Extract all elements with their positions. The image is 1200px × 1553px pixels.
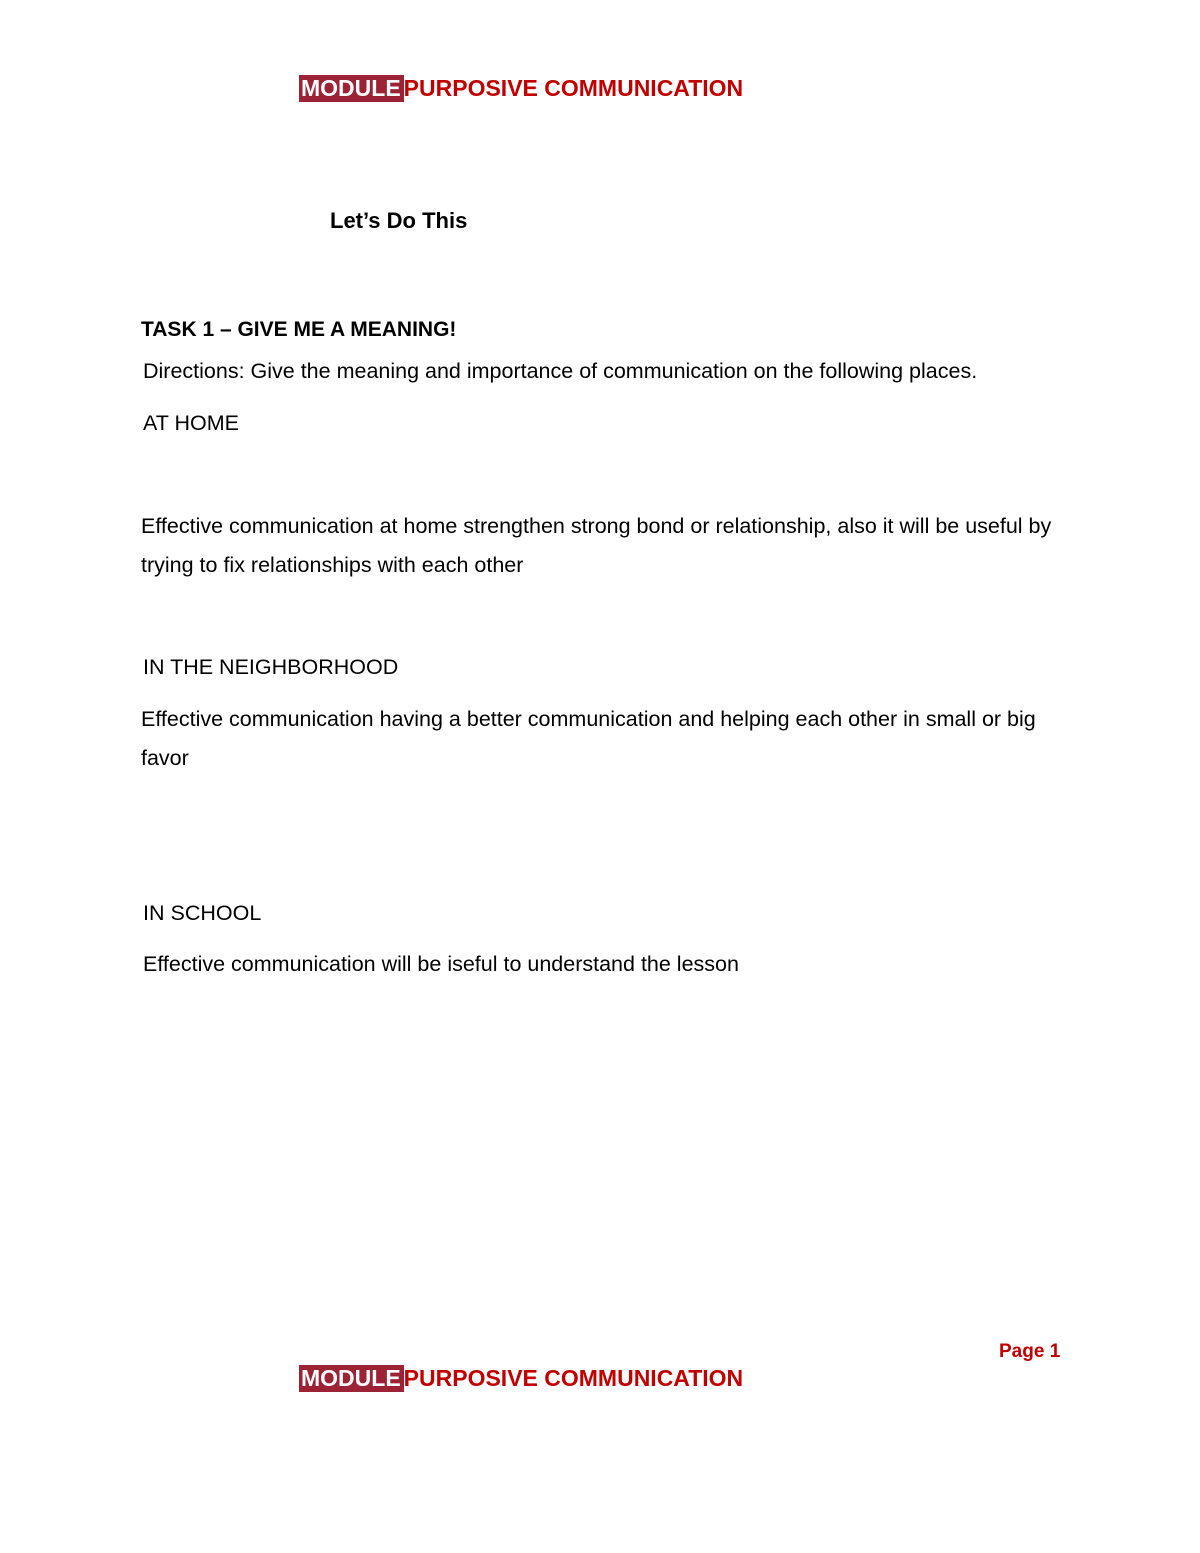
task-title: TASK 1 – GIVE ME A MEANING! <box>141 318 457 341</box>
page-header <box>299 75 743 102</box>
section-answer-in-school: Effective communication will be iseful to understand the lesson <box>143 952 739 976</box>
task-directions: Directions: Give the meaning and importance of communication on the following places. <box>143 359 978 383</box>
footer-title: PURPOSIVE COMMUNICATION <box>403 1365 744 1391</box>
page-number: Page 1 <box>999 1341 1061 1362</box>
section-label-at-home: AT HOME <box>143 411 239 435</box>
footer-module-tag: MODULE <box>299 1365 404 1392</box>
header-module-tag: MODULE <box>299 75 404 102</box>
section-answer-at-home: Effective communication at home strengthen strong bond or relationship, also it will be useful by trying to fix relationships with each other <box>141 514 1052 577</box>
header-title: PURPOSIVE COMMUNICATION <box>403 75 744 101</box>
section-answer-neighborhood: Effective communication having a better communication and helping each other in small or big favor <box>141 707 1036 770</box>
section-heading: Let’s Do This <box>330 208 468 233</box>
section-label-in-school: IN SCHOOL <box>143 901 262 925</box>
section-label-neighborhood: IN THE NEIGHBORHOOD <box>143 655 399 679</box>
page-footer <box>299 1365 743 1392</box>
